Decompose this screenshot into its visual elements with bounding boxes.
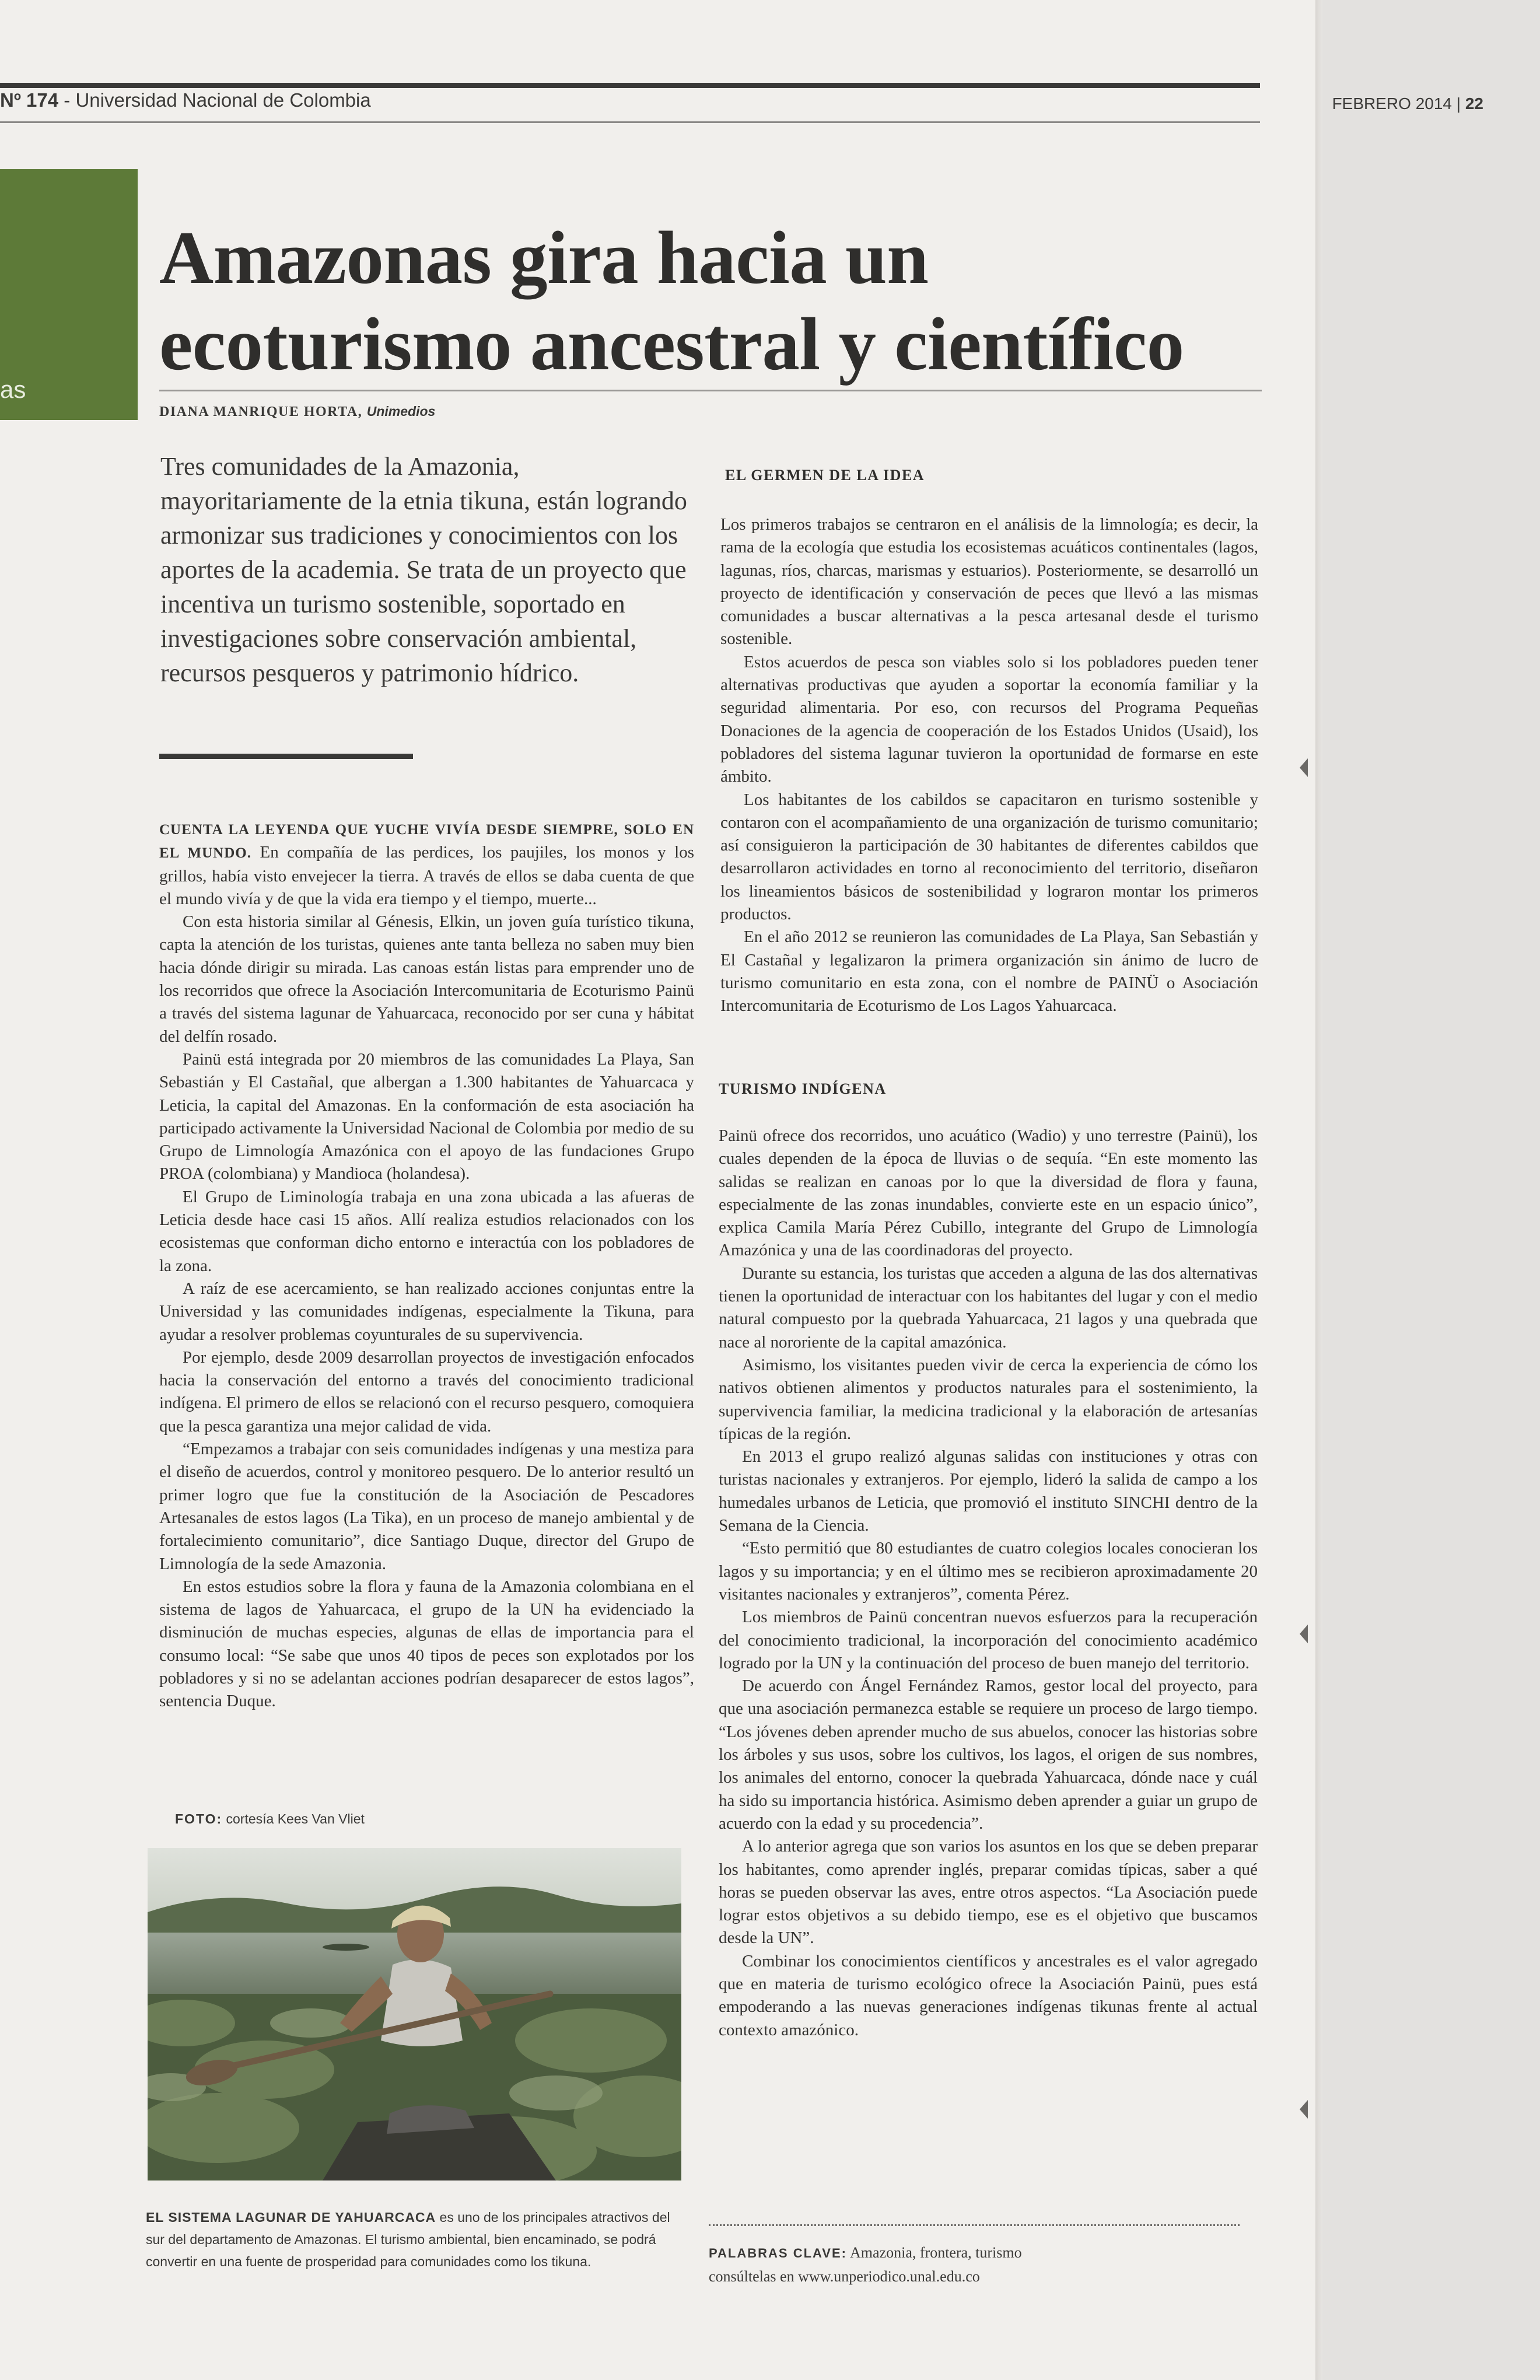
- lead-paragraph: Tres comunidades de la Amazonia, mayoritariamente de la etnia tikuna, están logrando armonizar sus tradiciones y conocimientos con los aportes de la academia. Se trata de un proyecto que incentiva un turismo sostenible, soportado en investigaciones sobre conservación ambiental, recursos pesqueros y patrimonio hídrico.: [160, 452, 687, 687]
- body-paragraph: Los habitantes de los cabildos se capacitaron en turismo sostenible y contaron con el acompañamiento de una organización de turismo comunitario; así consiguieron la participación de 30 habitantes de diferentes cabildos que desarrollaron actividades en torno al reconocimiento del territorio, diseñaron los lineamientos básicos de sostenibilidad y lograron montar los primeros productos.: [720, 790, 1258, 924]
- body-paragraph: Durante su estancia, los turistas que acceden a alguna de las dos alternativas tienen la oportunidad de interactuar con los habitantes del lugar y con el medio natural compuesto por la quebrada Yahuarcaca, 21 lagos y una quebrada que nace al nororiente de la capital amazónica.: [719, 1264, 1258, 1352]
- page-edge: [1315, 0, 1322, 2380]
- keywords-label: PALABRAS CLAVE:: [709, 2246, 847, 2260]
- issue-number: Nº 174: [0, 89, 59, 111]
- body-paragraph: “Esto permitió que 80 estudiantes de cuatro colegios locales conocieran los lagos y su importancia; y en el último mes se recibieron aproximadamente 20 visitantes nacionales y extranjeros”, comenta Pérez.: [719, 1539, 1258, 1604]
- issue-date: FEBRERO 2014: [1332, 94, 1452, 113]
- page-header-left: Nº 174 - Universidad Nacional de Colombia: [0, 89, 371, 111]
- opening-paragraph: CUENTA LA LEYENDA QUE YUCHE VIVÍA DESDE SIEMPRE, SOLO EN EL MUNDO. En compañía de las perdices, los paujiles, los monos y los grillos, había visto envejecer la tierra. A través de ellos se daba cuenta de que el mundo vivía y de que la vida era tiempo y el tiempo, muerte...: [159, 822, 694, 908]
- body-paragraph: Estos acuerdos de pesca son viables solo si los pobladores pueden tener alternativas productivas que ayuden a soportar la economía familiar y la seguridad alimentaria. Por eso, con recursos del Programa Pequeñas Donaciones de la agencia de cooperación de los Estados Unidos (Usaid), los pobladores del sistema lagunar tuvieron la oportunidad de formarse en este ámbito.: [720, 652, 1258, 786]
- body-paragraph: A lo anterior agrega que son varios los asuntos en los que se deben preparar los habitantes, como aprender inglés, preparar comidas típicas, saber a qué horas se pueden observar las aves, entre otros aspectos. “La Asociación puede lograr estos objetivos a su debido tiempo, ese es el objetivo que buscamos desde la UN”.: [719, 1837, 1258, 1948]
- body-paragraph: Con esta historia similar al Génesis, Elkin, un joven guía turístico tikuna, capta la atención de los turistas, quienes ante tanta belleza no saben muy bien hacia dónde dirigir su mirada. Las canoas están listas para emprender uno de los recorridos que ofrece la Asociación Intercomunitaria de Ecoturismo Painü a través del sistema lagunar de Yahuarcaca, reconocido por ser cuna y hábitat del delfín rosado.: [159, 912, 694, 1046]
- footer-dotted-rule: [709, 2224, 1240, 2226]
- body-paragraph: De acuerdo con Ángel Fernández Ramos, gestor local del proyecto, para que una asociación permanezca estable se requiere un proceso de largo tiempo. “Los jóvenes deben aprender mucho de sus abuelos, conocer las historias sobre los árboles y sus usos, sobre los cultivos, los lagos, el origen de sus nombres, los animales del entorno, conocer la quebrada Yahuarcaca, dónde nace y cuál ha sido su importancia histórica. Asimismo deben aprender a guiar un grupo de acuerdo con la edad y su procedencia”.: [719, 1676, 1258, 1833]
- body-paragraph: En el año 2012 se reunieron las comunidades de La Playa, San Sebastián y El Castañal y legalizaron la primera organización sin ánimo de lucro de turismo comunitario en esta zona, con el nombre de PAINÜ o Asociación Intercomunitaria de Ecoturismo de Los Lagos Yahuarcaca.: [720, 928, 1258, 1016]
- website-link[interactable]: consúltelas en www.unperiodico.unal.edu.co: [709, 2268, 980, 2285]
- body-paragraph: El Grupo de Liminología trabaja en una zona ubicada a las afueras de Leticia desde hace casi 15 años. Allí realiza estudios relacionados con los ecosistemas que conforman dicho entorno e interactúa con los pobladores de la zona.: [159, 1187, 694, 1275]
- body-paragraph: A raíz de ese acercamiento, se han realizado acciones conjuntas entre la Universidad y las comunidades indígenas, especialmente la Tikuna, para ayudar a resolver problemas coyunturales de su supervivencia.: [159, 1279, 694, 1344]
- section-heading-germen: EL GERMEN DE LA IDEA: [725, 467, 925, 484]
- photo-credit: FOTO: cortesía Kees Van Vliet: [175, 1811, 365, 1826]
- author-affiliation: Unimedios: [366, 404, 436, 419]
- section-tab: [0, 169, 138, 420]
- margin-mark-icon: [1300, 1625, 1308, 1643]
- body-paragraph: En estos estudios sobre la flora y fauna de la Amazonia colombiana en el sistema de lagos de Yahuarcaca, el grupo de la UN ha evidenciado la disminución de muchas especies, algunas de ellas de importancia para el consumo local: “Se sabe que unos 40 tipos de peces son explotados por los pobladores y si no se adelantan acciones podrían desaparecer de estos lagos”, sentencia Duque.: [159, 1577, 694, 1711]
- opening-caps: CUENTA LA LEYENDA QUE YUCHE VIVÍA DESDE SIEMPRE, SOLO EN EL MUNDO.: [159, 822, 694, 862]
- page-number: 22: [1465, 94, 1483, 113]
- lead-rule: [159, 754, 413, 759]
- title-rule: [159, 390, 1262, 391]
- section-heading-turismo: TURISMO INDÍGENA: [719, 1080, 887, 1097]
- keywords-values: Amazonia, frontera, turismo: [846, 2244, 1022, 2261]
- body-paragraph: En 2013 el grupo realizó algunas salidas con instituciones y otras con turistas nacionales y extranjeros. Por ejemplo, lideró la salida de campo a los humedales urbanos de Leticia, que promovió el instituto SINCHI dentro de la Semana de la Ciencia.: [719, 1447, 1258, 1535]
- photo-illustration: [148, 1848, 681, 2180]
- article-title: Amazonas gira hacia un ecoturismo ancestral y científico: [159, 216, 1184, 386]
- body-right-column-1: [720, 513, 1258, 1018]
- body-paragraph: Asimismo, los visitantes pueden vivir de cerca la experiencia de cómo los nativos obtienen alimentos y productos naturales para el sostenimiento, la supervivencia familiar, la medicina tradicional y la elaboración de artesanías típicas de la región.: [719, 1355, 1258, 1443]
- caption-lead: EL SISTEMA LAGUNAR DE YAHUARCACA: [146, 2210, 436, 2225]
- keywords-box: [709, 2241, 1245, 2288]
- keywords-line: [709, 2241, 1245, 2265]
- body-paragraph: Combinar los conocimientos científicos y ancestrales es el valor agregado que en materia de turismo ecológico ofrece la Asociación Painü, pues está empoderando a las nuevas generaciones indígenas tikunas frente al actual contexto amazónico.: [719, 1951, 1258, 2039]
- body-left-column: [159, 818, 694, 1713]
- body-paragraph: “Empezamos a trabajar con seis comunidades indígenas y una mestiza para el diseño de acuerdos, control y monitoreo pesquero. De lo anterior resultó un primer logro que fue la constitución de la Asociación de Pescadores Artesanales de estos lagos (La Tika), en un proceso de manejo ambiental y de fortalecimiento comunitario”, dice Santiago Duque, director del Grupo de Limnología de la sede Amazonia.: [159, 1440, 694, 1573]
- publisher-name: Universidad Nacional de Colombia: [75, 89, 371, 111]
- body-paragraph: Los miembros de Painü concentran nuevos esfuerzos para la recuperación del conocimiento tradicional, la incorporación del conocimiento académico logrado por la UN y la continuación del proceso de buen manejo del territorio.: [719, 1608, 1258, 1672]
- body-paragraph: Por ejemplo, desde 2009 desarrollan proyectos de investigación enfocados hacia la conservación del entorno a través del conocimiento tradicional indígena. El primero de ellos se relacionó con el recurso pesquero, comoquiera que la pesca garantiza una mejor calidad de vida.: [159, 1348, 694, 1436]
- body-paragraph: Painü ofrece dos recorridos, uno acuático (Wadio) y uno terrestre (Painü), los cuales dependen de la época de lluvias o de sequía. “En este momento las salidas se realizan en canoas por lo que la diversidad de flora y fauna, especialmente de las zonas inundables, convierte este en un espacio único”, explica Camila María Pérez Cubillo, integrante del Grupo de Limnología Amazónica y una de las coordinadoras del proyecto.: [719, 1126, 1258, 1260]
- margin-mark-icon: [1300, 2100, 1308, 2119]
- photo-credit-label: FOTO:: [175, 1811, 223, 1826]
- byline: [159, 404, 435, 420]
- section-tab-label: as: [0, 376, 26, 403]
- body-paragraph: Painü está integrada por 20 miembros de las comunidades La Playa, San Sebastián y El Castañal, que albergan a 1.300 habitantes de Yahuarcaca y Leticia, la capital del Amazonas. En la conformación de esta asociación ha participado activamente la Universidad Nacional de Colombia por medio de su Grupo de Limnología Amazónica con el apoyo de las fundaciones Grupo PROA (colombiana) y Mandioca (holandesa).: [159, 1049, 694, 1184]
- photo-man-paddling-canoe: [148, 1848, 681, 2180]
- margin-mark-icon: [1300, 758, 1308, 777]
- body-right-column-2: [719, 1125, 1258, 2042]
- photo-caption: EL SISTEMA LAGUNAR DE YAHUARCACA es uno de los principales atractivos del sur del departamento de Amazonas. El turismo ambiental, bien encaminado, se podrá convertir en una fuente de prosperidad para comunidades como los tikuna.: [146, 2210, 670, 2269]
- body-paragraph: Los primeros trabajos se centraron en el análisis de la limnología; es decir, la rama de la ecología que estudia los ecosistemas acuáticos continentales (lagos, lagunas, ríos, charcas, marismas y estuarios). Posteriormente, se desarrolló un proyecto de identificación y conservación de peces que llevó a las mismas comunidades a buscar alternativas a la pesca artesanal desde el turismo sostenible.: [720, 515, 1258, 649]
- header-underline: [0, 121, 1260, 123]
- page-header-right: FEBRERO 2014 | 22: [1332, 94, 1483, 113]
- author-name: DIANA MANRIQUE HORTA,: [159, 404, 363, 419]
